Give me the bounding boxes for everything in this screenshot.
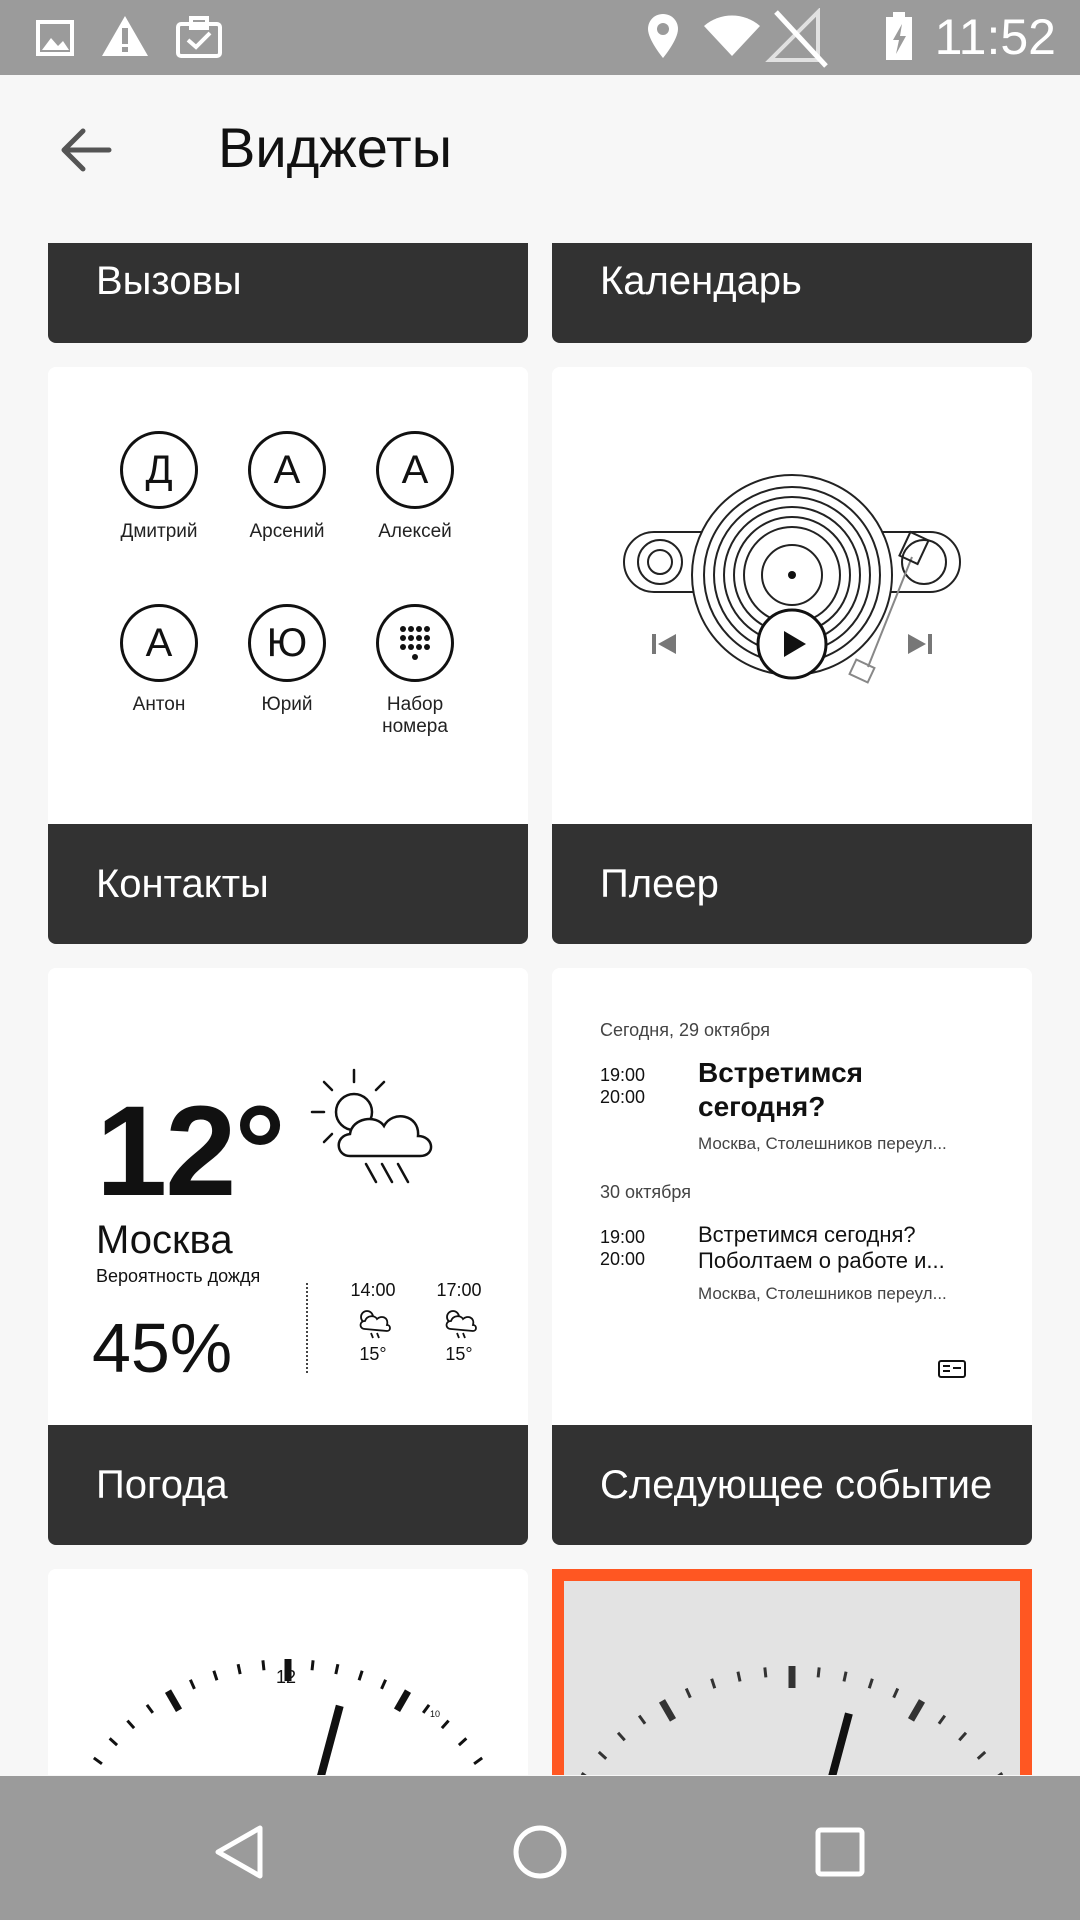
arrow-left-icon bbox=[57, 126, 113, 174]
event-2-title: Встретимся сегодня? Поболтаем о работе и... bbox=[698, 1222, 945, 1273]
clock-tick bbox=[214, 1671, 217, 1681]
clock-tick bbox=[939, 1716, 945, 1724]
clock-tick bbox=[459, 1738, 466, 1745]
clipboard-check-icon bbox=[176, 16, 222, 58]
event-1-time bbox=[600, 1064, 645, 1108]
widget-next-event-label: Следующее событие bbox=[552, 1425, 1032, 1545]
square-recents-icon bbox=[810, 1822, 870, 1882]
weather-hour-time: 17:00 bbox=[436, 1280, 482, 1300]
event-1-title: Встретимся сегодня? bbox=[698, 1057, 863, 1122]
clock-tick bbox=[474, 1758, 482, 1764]
event-1-end: 20:00 bbox=[600, 1087, 646, 1107]
clock-tick bbox=[994, 1773, 1002, 1775]
no-signal-icon bbox=[762, 8, 834, 68]
widget-clock-selected[interactable] bbox=[552, 1569, 1032, 1775]
clock-tick bbox=[190, 1680, 194, 1689]
weather-rain-prob: 45% bbox=[92, 1309, 233, 1387]
contact-item bbox=[94, 604, 224, 716]
widget-calls[interactable] bbox=[48, 243, 528, 343]
event-1-start: 19:00 bbox=[600, 1065, 646, 1085]
widget-grid[interactable] bbox=[0, 225, 1080, 1775]
event-day-1: Сегодня, 29 октября bbox=[600, 1020, 770, 1040]
contact-name: Антон bbox=[132, 694, 186, 715]
weather-city: Москва bbox=[96, 1218, 233, 1262]
location-icon bbox=[646, 12, 680, 60]
contact-name: Набор номера bbox=[382, 694, 448, 737]
weather-hour bbox=[424, 1280, 494, 1365]
warning-icon bbox=[100, 14, 150, 58]
circle-home-icon bbox=[510, 1822, 570, 1882]
event-day-2: 30 октября bbox=[600, 1182, 691, 1202]
widget-contacts-label: Контакты bbox=[48, 824, 528, 944]
status-bar bbox=[0, 0, 1080, 75]
clock-tick bbox=[959, 1733, 966, 1740]
calendar-small-icon bbox=[938, 1360, 966, 1378]
clock-tick bbox=[686, 1688, 690, 1697]
clock-tick bbox=[582, 1773, 590, 1775]
clock-hand bbox=[792, 1713, 849, 1775]
contact-name: Арсений bbox=[249, 521, 325, 542]
clock-tick bbox=[618, 1733, 625, 1740]
event-2-time bbox=[600, 1226, 645, 1270]
contact-avatar: Ю bbox=[248, 604, 326, 682]
weather-hour-temp: 15° bbox=[445, 1344, 473, 1364]
clock-tick bbox=[442, 1721, 449, 1728]
clock-tick bbox=[599, 1752, 606, 1759]
clock-tick bbox=[238, 1664, 240, 1674]
contact-item bbox=[350, 604, 480, 738]
widget-contacts[interactable] bbox=[48, 367, 528, 944]
clock-tick bbox=[168, 1691, 179, 1710]
clock-tick bbox=[423, 1705, 429, 1713]
clock-tick bbox=[110, 1738, 117, 1745]
contacts-preview bbox=[48, 367, 528, 824]
clock-tick bbox=[127, 1721, 134, 1728]
battery-charging-icon bbox=[884, 12, 914, 62]
clock-tick bbox=[336, 1664, 338, 1674]
widget-calendar-label: Календарь bbox=[600, 258, 802, 303]
clock-tick bbox=[662, 1701, 673, 1720]
contact-item bbox=[94, 431, 224, 543]
contact-avatar: Д bbox=[120, 431, 198, 509]
contact-item bbox=[350, 431, 480, 543]
page-title: Виджеты bbox=[218, 116, 452, 179]
clock-tick bbox=[869, 1679, 872, 1689]
widget-player[interactable] bbox=[552, 367, 1032, 944]
clock-number-12: 12 bbox=[276, 1667, 297, 1687]
weather-hour bbox=[338, 1280, 408, 1365]
event-2-start: 19:00 bbox=[600, 1227, 646, 1247]
clock-analog-preview bbox=[48, 1569, 528, 1775]
widget-calls-label: Вызовы bbox=[96, 258, 242, 303]
contact-name: Юрий bbox=[261, 694, 313, 715]
clock-tick bbox=[263, 1660, 264, 1670]
clock-tick bbox=[397, 1691, 408, 1710]
weather-cloud-rain-icon bbox=[310, 1064, 450, 1194]
clock-face-icon bbox=[564, 1581, 1020, 1775]
weather-preview bbox=[48, 968, 528, 1425]
clock-tick bbox=[147, 1705, 153, 1713]
widget-clock-analog[interactable] bbox=[48, 1569, 528, 1775]
clock-tick bbox=[382, 1680, 386, 1689]
widget-next-event[interactable] bbox=[552, 968, 1032, 1545]
contact-avatar: А bbox=[248, 431, 326, 509]
contact-name: Алексей bbox=[378, 521, 452, 542]
dialpad-icon bbox=[376, 604, 454, 682]
player-preview bbox=[552, 367, 1032, 824]
clock-number-10: 10 bbox=[430, 1709, 441, 1719]
event-2-end: 20:00 bbox=[600, 1249, 646, 1269]
contact-item bbox=[222, 604, 352, 716]
clock-hand bbox=[288, 1706, 340, 1775]
nav-home-button[interactable] bbox=[500, 1812, 580, 1892]
event-1-place: Москва, Столешников переул... bbox=[698, 1134, 947, 1153]
triangle-back-icon bbox=[210, 1822, 270, 1882]
weather-rain-prob-label: Вероятность дождя bbox=[96, 1266, 261, 1286]
clock-tick bbox=[312, 1660, 313, 1670]
weather-divider bbox=[306, 1283, 308, 1373]
weather-hour-temp: 15° bbox=[359, 1344, 387, 1364]
nav-recents-button[interactable] bbox=[800, 1812, 880, 1892]
widget-calendar[interactable] bbox=[552, 243, 1032, 343]
contact-name: Дмитрий bbox=[120, 521, 198, 542]
clock-tick bbox=[639, 1716, 645, 1724]
event-2-place: Москва, Столешников переул... bbox=[698, 1284, 947, 1303]
contact-item bbox=[222, 431, 352, 543]
next-event-preview bbox=[552, 968, 1032, 1425]
status-time: 11:52 bbox=[934, 9, 1056, 65]
clock-tick bbox=[738, 1672, 740, 1682]
back-button[interactable] bbox=[40, 105, 130, 195]
image-icon bbox=[36, 20, 74, 56]
app-bar bbox=[0, 75, 1080, 225]
clock-tick bbox=[712, 1679, 715, 1689]
weather-hour-time: 14:00 bbox=[350, 1280, 396, 1300]
clock-tick bbox=[818, 1667, 819, 1677]
clock-tick bbox=[359, 1671, 362, 1681]
widget-weather-label: Погода bbox=[48, 1425, 528, 1545]
turntable-icon bbox=[552, 367, 1032, 824]
widget-weather[interactable] bbox=[48, 968, 528, 1545]
clock-tick bbox=[894, 1688, 898, 1697]
clock-tick bbox=[844, 1672, 846, 1682]
navigation-bar bbox=[0, 1776, 1080, 1920]
clock-tick bbox=[911, 1701, 922, 1720]
contact-avatar: А bbox=[120, 604, 198, 682]
widget-player-label: Плеер bbox=[552, 824, 1032, 944]
clock-tick bbox=[94, 1758, 102, 1764]
contact-avatar: А bbox=[376, 431, 454, 509]
wifi-icon bbox=[702, 14, 762, 58]
weather-small-icon bbox=[439, 1305, 479, 1339]
weather-small-icon bbox=[353, 1305, 393, 1339]
clock-tick bbox=[765, 1667, 766, 1677]
clock-selected-preview bbox=[564, 1581, 1020, 1775]
clock-tick bbox=[978, 1752, 985, 1759]
weather-temp: 12° bbox=[96, 1080, 284, 1223]
nav-back-button[interactable] bbox=[200, 1812, 280, 1892]
